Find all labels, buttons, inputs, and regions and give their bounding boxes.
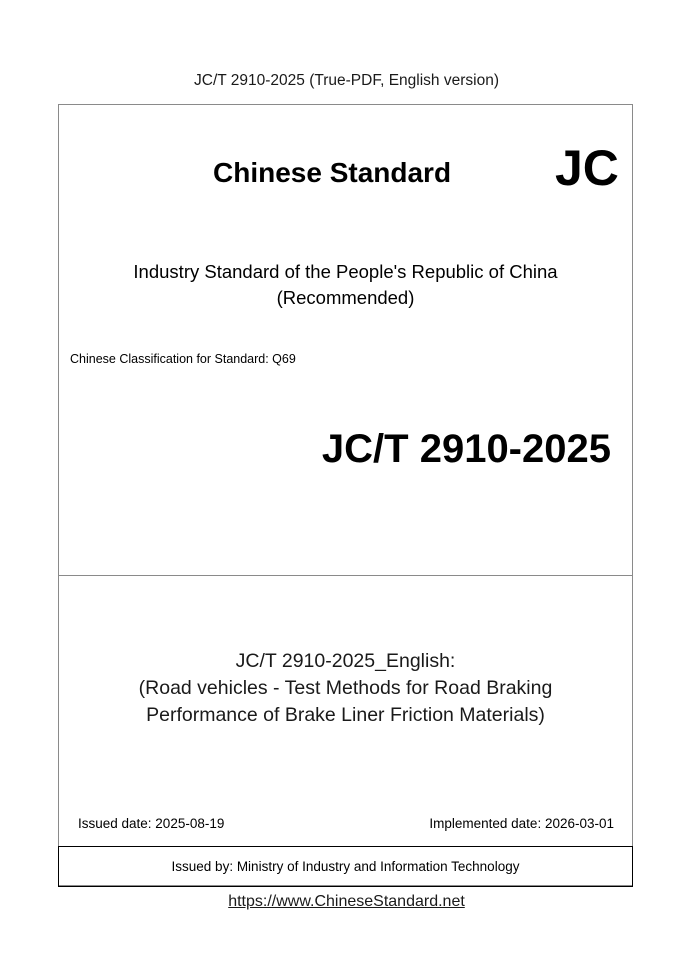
section-divider	[59, 575, 632, 576]
website-link[interactable]: https://www.ChineseStandard.net	[228, 893, 465, 910]
english-title-line-3: Performance of Brake Liner Friction Materials)	[146, 704, 545, 726]
english-title	[59, 648, 632, 729]
cover-title: Chinese Standard	[213, 157, 452, 188]
issued-by-text: Issued by: Ministry of Industry and Information Technology	[171, 859, 520, 874]
industry-statement	[59, 259, 632, 311]
issued-by-box	[58, 846, 633, 887]
industry-line-2: (Recommended)	[276, 287, 415, 308]
english-title-line-2: (Road vehicles - Test Methods for Road Braking	[138, 677, 553, 699]
english-title-line-1: JC/T 2910-2025_English:	[235, 650, 456, 672]
issued-date: Issued date: 2025-08-19	[78, 816, 225, 831]
implemented-date: Implemented date: 2026-03-01	[429, 816, 614, 831]
cover-frame	[58, 104, 633, 886]
standard-code-mark: JC	[555, 140, 619, 196]
standard-number: JC/T 2910-2025	[321, 427, 611, 471]
classification-text: Chinese Classification for Standard: Q69	[70, 352, 296, 366]
industry-line-1: Industry Standard of the People's Republic of China	[133, 261, 558, 282]
document-header: JC/T 2910-2025 (True-PDF, English version)	[194, 72, 499, 89]
